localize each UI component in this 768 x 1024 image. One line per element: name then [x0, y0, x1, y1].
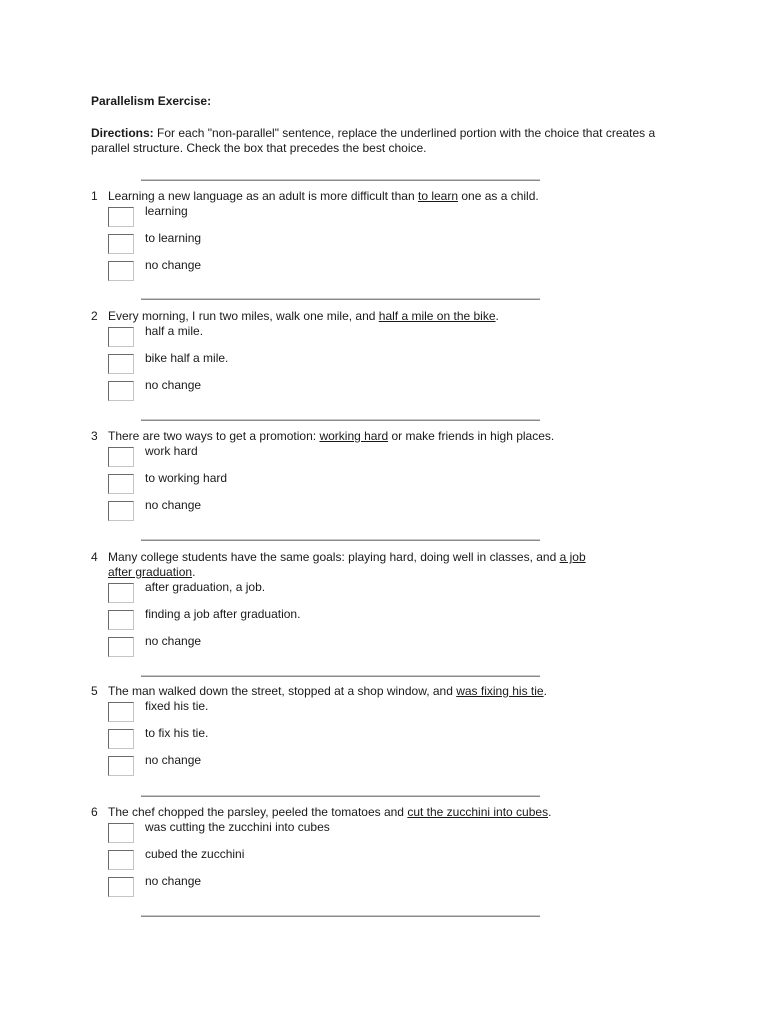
option-1: [91, 324, 611, 351]
separator-rule: [141, 915, 540, 917]
option-label: no change: [145, 258, 202, 272]
question-number: 5: [91, 684, 98, 698]
option-2: [91, 726, 611, 753]
question-text-after: .: [548, 805, 552, 819]
option-3: [91, 498, 611, 525]
option-checkbox[interactable]: [108, 207, 134, 227]
question-text-before: Every morning, I run two miles, walk one mile, and: [108, 309, 379, 323]
directions-text: For each "non-parallel" sentence, replace the underlined portion with the choice that creates a parallel structure. Check the box that precedes the best choice.: [91, 126, 656, 155]
option-2: [91, 351, 611, 378]
question-text-after: .: [495, 309, 499, 323]
option-1: [91, 580, 611, 607]
option-1: [91, 444, 611, 471]
option-label: no change: [145, 874, 202, 888]
option-checkbox[interactable]: [108, 610, 134, 630]
option-label: finding a job after graduation.: [145, 607, 301, 621]
underlined-portion: to learn: [417, 189, 459, 203]
question-text-after: .: [192, 565, 196, 579]
option-checkbox[interactable]: [108, 234, 134, 254]
question-number: 2: [91, 309, 98, 323]
underlined-portion: cut the zucchini into cubes: [407, 805, 549, 819]
option-checkbox[interactable]: [108, 261, 134, 281]
underlined-portion: half a mile on the bike: [378, 309, 496, 323]
underlined-portion: was fixing his tie: [456, 684, 544, 698]
question-number: 1: [91, 189, 98, 203]
option-checkbox[interactable]: [108, 381, 134, 401]
option-label: work hard: [145, 444, 198, 458]
question-4: [91, 550, 611, 661]
option-label: to working hard: [145, 471, 228, 485]
question-number: 6: [91, 805, 98, 819]
underlined-portion: working hard: [319, 429, 389, 443]
question-number: 4: [91, 550, 98, 564]
option-checkbox[interactable]: [108, 637, 134, 657]
option-label: bike half a mile.: [145, 351, 229, 365]
question-text: [91, 189, 611, 204]
underlined-portion: a job after graduation: [108, 550, 586, 579]
option-label: after graduation, a job.: [145, 580, 266, 594]
option-checkbox[interactable]: [108, 447, 134, 467]
question-text-before: There are two ways to get a promotion:: [108, 429, 320, 443]
option-label: half a mile.: [145, 324, 204, 338]
option-checkbox[interactable]: [108, 756, 134, 776]
option-label: was cutting the zucchini into cubes: [145, 820, 330, 834]
option-1: [91, 820, 611, 847]
option-label: no change: [145, 634, 202, 648]
option-label: cubed the zucchini: [145, 847, 245, 861]
question-text-before: The man walked down the street, stopped at a shop window, and: [108, 684, 457, 698]
question-text-after: .: [543, 684, 547, 698]
separator-rule: [141, 675, 540, 677]
option-label: fixed his tie.: [145, 699, 209, 713]
option-2: [91, 231, 611, 258]
option-checkbox[interactable]: [108, 877, 134, 897]
option-label: no change: [145, 753, 202, 767]
separator-rule: [141, 419, 540, 421]
question-text-after: one as a child.: [458, 189, 539, 203]
question-text: [91, 550, 588, 580]
question-number: 3: [91, 429, 98, 443]
question-5: [91, 684, 611, 780]
question-text: [91, 684, 611, 699]
option-2: [91, 471, 611, 498]
question-6: [91, 805, 611, 901]
option-label: no change: [145, 498, 202, 512]
separator-rule: [141, 179, 540, 181]
directions: [91, 126, 691, 156]
question-text: [91, 805, 611, 820]
option-label: to fix his tie.: [145, 726, 209, 740]
separator-rule: [141, 298, 540, 300]
question-text: [91, 429, 611, 444]
option-checkbox[interactable]: [108, 583, 134, 603]
option-label: learning: [145, 204, 188, 218]
question-2: [91, 309, 611, 405]
option-checkbox[interactable]: [108, 327, 134, 347]
question-text-before: Learning a new language as an adult is more difficult than: [108, 189, 418, 203]
option-3: [91, 634, 611, 661]
option-3: [91, 258, 611, 285]
question-text-before: Many college students have the same goals: playing hard, doing well in classes, and: [108, 550, 560, 564]
option-checkbox[interactable]: [108, 823, 134, 843]
option-label: no change: [145, 378, 202, 392]
option-2: [91, 607, 611, 634]
question-text-after: or make friends in high places.: [388, 429, 555, 443]
page-title: Parallelism Exercise:: [91, 94, 212, 108]
directions-label: Directions:: [91, 126, 154, 140]
option-1: [91, 699, 611, 726]
separator-rule: [141, 539, 540, 541]
option-3: [91, 378, 611, 405]
option-3: [91, 753, 611, 780]
option-label: to learning: [145, 231, 202, 245]
option-checkbox[interactable]: [108, 702, 134, 722]
option-checkbox[interactable]: [108, 501, 134, 521]
option-checkbox[interactable]: [108, 474, 134, 494]
option-checkbox[interactable]: [108, 354, 134, 374]
question-3: [91, 429, 611, 525]
question-1: [91, 189, 611, 285]
option-checkbox[interactable]: [108, 729, 134, 749]
option-checkbox[interactable]: [108, 850, 134, 870]
question-text-before: The chef chopped the parsley, peeled the tomatoes and: [108, 805, 408, 819]
separator-rule: [141, 795, 540, 797]
question-text: [91, 309, 611, 324]
option-3: [91, 874, 611, 901]
option-1: [91, 204, 611, 231]
option-2: [91, 847, 611, 874]
